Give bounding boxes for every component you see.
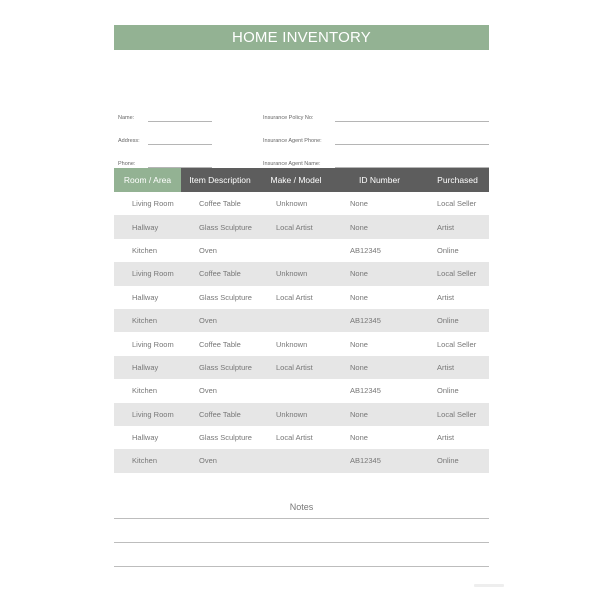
name-input-line[interactable] bbox=[148, 121, 212, 122]
cell-purchased: Online bbox=[437, 245, 459, 255]
table-row bbox=[114, 262, 489, 285]
cell-item: Coffee Table bbox=[181, 403, 259, 426]
cell-id: None bbox=[350, 339, 368, 349]
phone-input-line[interactable] bbox=[148, 167, 212, 168]
cell-make bbox=[259, 449, 333, 472]
table-row bbox=[114, 332, 489, 355]
cell-room: Kitchen bbox=[114, 309, 181, 332]
cell-purchased: Online bbox=[437, 386, 459, 396]
cell-purchased: Online bbox=[426, 449, 489, 472]
name-label: Name: bbox=[118, 115, 135, 121]
cell-item: Coffee Table bbox=[199, 199, 241, 209]
notes-line[interactable] bbox=[114, 542, 489, 543]
cell-room: Living Room bbox=[114, 262, 181, 285]
cell-room: Living Room bbox=[132, 339, 174, 349]
policy-no-label: Insurance Policy No: bbox=[263, 115, 314, 121]
cell-make bbox=[259, 309, 333, 332]
cell-purchased: Artist bbox=[437, 433, 455, 443]
column-header-item: Item Description bbox=[181, 168, 259, 192]
info-fields bbox=[114, 50, 489, 168]
cell-room: Kitchen bbox=[114, 449, 181, 472]
address-label: Address: bbox=[118, 138, 140, 144]
cell-make: Local Artist bbox=[276, 433, 313, 443]
cell-make bbox=[259, 379, 333, 402]
cell-id: None bbox=[350, 433, 368, 443]
cell-id: AB12345 bbox=[333, 449, 426, 472]
column-header-make: Make / Model bbox=[259, 168, 333, 192]
column-header-purchased: Purchased bbox=[426, 168, 489, 192]
cell-make: Unknown bbox=[259, 262, 333, 285]
cell-purchased: Artist bbox=[437, 292, 455, 302]
inventory-table bbox=[114, 168, 489, 473]
agent-phone-input-line[interactable] bbox=[335, 144, 489, 145]
cell-item: Glass Sculpture bbox=[181, 215, 259, 238]
cell-make bbox=[259, 239, 333, 262]
table-row bbox=[114, 426, 489, 449]
cell-purchased: Local Seller bbox=[426, 262, 489, 285]
column-header-id: ID Number bbox=[333, 168, 426, 192]
cell-id: None bbox=[333, 262, 426, 285]
phone-label: Phone: bbox=[118, 161, 136, 167]
notes-line[interactable] bbox=[114, 518, 489, 519]
cell-purchased: Local Seller bbox=[437, 339, 477, 349]
policy-no-input-line[interactable] bbox=[335, 121, 489, 122]
agent-name-input-line[interactable] bbox=[335, 167, 489, 168]
cell-id: None bbox=[333, 356, 426, 379]
cell-purchased: Artist bbox=[426, 356, 489, 379]
cell-item: Coffee Table bbox=[199, 339, 241, 349]
table-row bbox=[114, 192, 489, 215]
cell-id: AB12345 bbox=[350, 245, 381, 255]
cell-item: Glass Sculpture bbox=[181, 356, 259, 379]
table-row bbox=[114, 449, 489, 472]
cell-purchased: Local Seller bbox=[426, 403, 489, 426]
cell-room: Kitchen bbox=[132, 245, 158, 255]
cell-id: AB12345 bbox=[350, 386, 381, 396]
cell-room: Hallway bbox=[132, 433, 159, 443]
cell-item: Oven bbox=[199, 386, 217, 396]
notes-section bbox=[114, 500, 489, 514]
notes-line[interactable] bbox=[114, 566, 489, 567]
table-header-row bbox=[114, 168, 489, 192]
page-title: HOME INVENTORY bbox=[114, 25, 489, 50]
address-input-line[interactable] bbox=[148, 144, 212, 145]
cell-room: Kitchen bbox=[132, 386, 158, 396]
table-row bbox=[114, 215, 489, 238]
cell-room: Living Room bbox=[114, 403, 181, 426]
cell-id: None bbox=[333, 403, 426, 426]
cell-purchased: Local Seller bbox=[437, 199, 477, 209]
cell-room: Hallway bbox=[132, 292, 159, 302]
cell-room: Hallway bbox=[114, 356, 181, 379]
cell-id: None bbox=[350, 199, 368, 209]
cell-id: None bbox=[333, 215, 426, 238]
table-body bbox=[114, 192, 489, 473]
column-header-room: Room / Area bbox=[114, 168, 181, 192]
cell-purchased: Artist bbox=[426, 215, 489, 238]
cell-make: Local Artist bbox=[259, 356, 333, 379]
cell-item: Oven bbox=[199, 245, 217, 255]
cell-room: Living Room bbox=[132, 199, 174, 209]
table-row bbox=[114, 286, 489, 309]
cell-item: Glass Sculpture bbox=[199, 292, 252, 302]
agent-phone-label: Insurance Agent Phone: bbox=[263, 138, 322, 144]
cell-item: Oven bbox=[181, 309, 259, 332]
table-row bbox=[114, 239, 489, 262]
cell-item: Coffee Table bbox=[181, 262, 259, 285]
agent-name-label: Insurance Agent Name: bbox=[263, 161, 321, 167]
table-row bbox=[114, 379, 489, 402]
watermark bbox=[474, 584, 504, 587]
cell-item: Glass Sculpture bbox=[199, 433, 252, 443]
cell-make: Local Artist bbox=[276, 292, 313, 302]
cell-make: Unknown bbox=[276, 199, 308, 209]
cell-purchased: Online bbox=[426, 309, 489, 332]
inventory-page bbox=[114, 25, 489, 473]
cell-id: AB12345 bbox=[333, 309, 426, 332]
table-row bbox=[114, 309, 489, 332]
cell-make: Local Artist bbox=[259, 215, 333, 238]
notes-title: Notes bbox=[289, 502, 314, 512]
cell-item: Oven bbox=[181, 449, 259, 472]
table-row bbox=[114, 403, 489, 426]
cell-make: Unknown bbox=[259, 403, 333, 426]
cell-make: Unknown bbox=[276, 339, 308, 349]
cell-id: None bbox=[350, 292, 368, 302]
table-row bbox=[114, 356, 489, 379]
cell-room: Hallway bbox=[114, 215, 181, 238]
